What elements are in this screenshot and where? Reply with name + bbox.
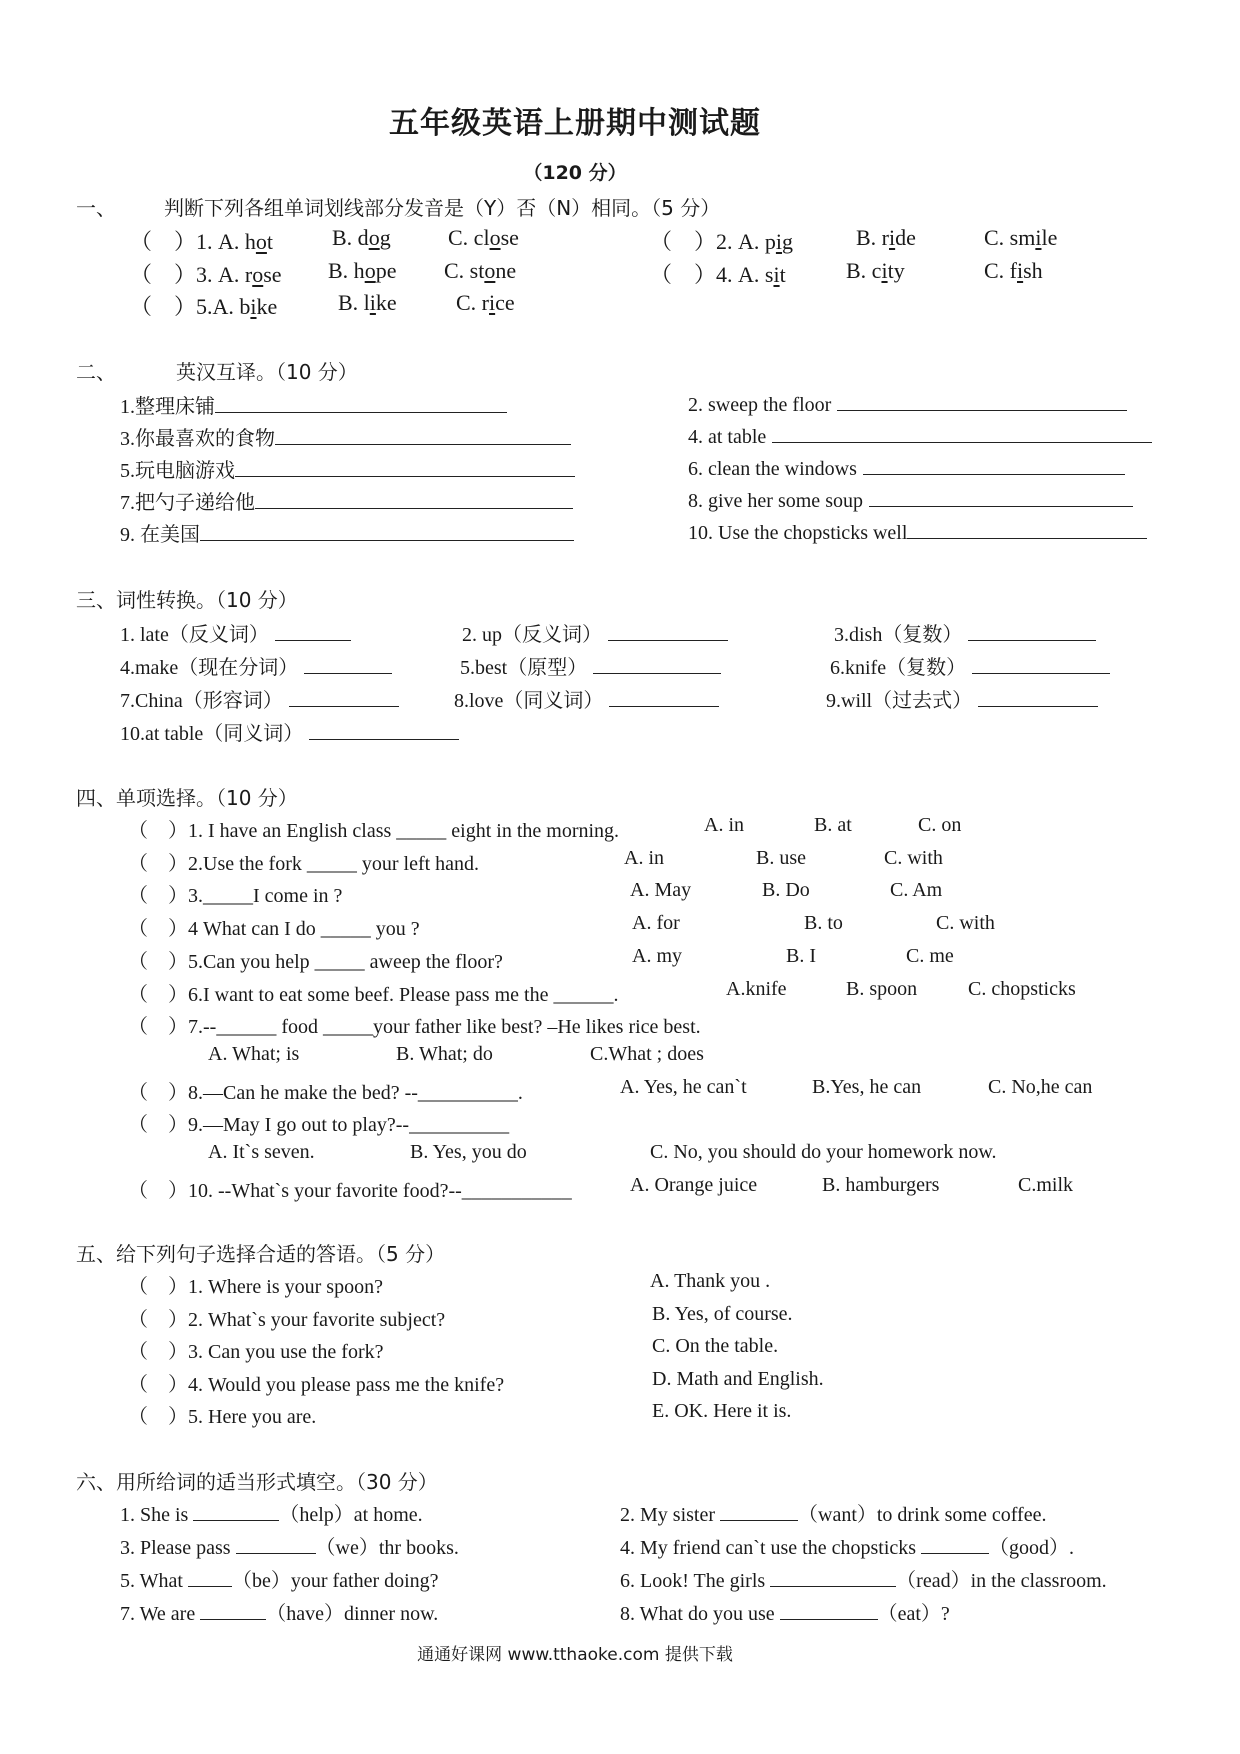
answer-paren[interactable]: （ ） (128, 1406, 188, 1428)
s3-item-8: 8.love（同义词） (454, 684, 719, 713)
s4-q6-c: C. chopsticks (968, 978, 1076, 1000)
s4-q7-c: C.What ; does (590, 1043, 704, 1065)
section-2-number: 二、 (76, 360, 116, 384)
s2-item-9: 9. 在美国 (120, 518, 574, 547)
answer-line[interactable] (972, 653, 1110, 674)
s1-item-5-c: C. rice (456, 290, 515, 315)
s5-a1: A. Thank you . (650, 1270, 771, 1292)
s2-item-6: 6. clean the windows (688, 454, 1125, 481)
s4-q4: （ ）4 What can I do _____ you ? (128, 918, 420, 940)
answer-paren[interactable]: （ ） (128, 885, 188, 907)
s5-a4: D. Math and English. (652, 1368, 824, 1390)
s1-item-4-c: C. fish (984, 258, 1043, 283)
answer-line[interactable] (289, 686, 399, 707)
s4-q3-a: A. May (630, 879, 692, 901)
s5-a3: C. On the table. (652, 1335, 779, 1357)
s3-item-1: 1. late（反义词） (120, 618, 351, 647)
s4-q9: （ ）9.—May I go out to play?--__________ (128, 1114, 510, 1136)
answer-line[interactable] (304, 653, 392, 674)
section-5-heading: 五、给下列句子选择合适的答语。（5 分） (76, 1242, 446, 1266)
s6-item-3: 3. Please pass （we）thr books. (120, 1531, 459, 1560)
s4-q2-b: B. use (756, 847, 806, 869)
answer-line[interactable] (193, 1500, 279, 1521)
answer-paren[interactable]: （ ） (128, 1082, 188, 1104)
s6-item-5: 5. What （be）your father doing? (120, 1564, 439, 1593)
s4-q7-a: A. What; is (208, 1043, 300, 1065)
s3-item-7: 7.China（形容词） (120, 684, 399, 713)
s6-item-6: 6. Look! The girls （read）in the classroom. (620, 1564, 1107, 1593)
s1-item-1: （ ）1. A. hot (130, 229, 274, 254)
s2-item-5: 5.玩电脑游戏 (120, 454, 575, 483)
s1-item-3-c: C. stone (444, 258, 517, 283)
s4-q2-a: A. in (624, 847, 664, 869)
s4-q8-c: C. No,he can (988, 1076, 1093, 1098)
answer-line[interactable] (720, 1500, 798, 1521)
s1-item-1-b: B. dog (332, 225, 391, 250)
answer-line[interactable] (780, 1599, 878, 1620)
s5-q4: （ ）4. Would you please pass me the knife? (128, 1374, 505, 1396)
s3-item-4: 4.make（现在分词） (120, 651, 392, 680)
answer-line[interactable] (236, 1533, 316, 1554)
s5-q2: （ ）2. What`s your favorite subject? (128, 1309, 446, 1331)
s4-q10-a: A. Orange juice (630, 1174, 758, 1196)
answer-line[interactable] (200, 1599, 266, 1620)
answer-paren[interactable]: （ ） (128, 1180, 188, 1202)
s4-q3-c: C. Am (890, 879, 943, 901)
s5-a5: E. OK. Here it is. (652, 1400, 792, 1422)
s1-item-3: （ ）3. A. rose (130, 262, 282, 287)
s4-q5-c: C. me (906, 945, 954, 967)
s4-q8: （ ）8.—Can he make the bed? --__________. (128, 1082, 523, 1104)
s4-q5-b: B. I (786, 945, 816, 967)
s3-item-2: 2. up（反义词） (462, 618, 728, 647)
s1-item-2-c: C. smile (984, 225, 1058, 250)
answer-line[interactable] (309, 719, 459, 740)
answer-line[interactable] (275, 424, 571, 445)
s2-item-3: 3.你最喜欢的食物 (120, 422, 571, 451)
s6-item-7: 7. We are （have）dinner now. (120, 1597, 438, 1626)
answer-paren[interactable]: （ ） (128, 1341, 188, 1363)
s4-q8-b: B.Yes, he can (812, 1076, 922, 1098)
s5-a2: B. Yes, of course. (652, 1303, 793, 1325)
answer-paren[interactable]: （ ） (128, 1309, 188, 1331)
answer-line[interactable] (837, 390, 1127, 411)
section-3-heading: 三、词性转换。（10 分） (76, 588, 298, 612)
s2-item-2: 2. sweep the floor (688, 390, 1127, 417)
page-subtitle: （120 分） (523, 162, 627, 184)
s4-q7: （ ）7.--______ food _____your father like best? –He likes rice best. (128, 1016, 701, 1038)
s4-q3: （ ）3._____I come in ? (128, 885, 343, 907)
s4-q4-b: B. to (804, 912, 843, 934)
s5-q5: （ ）5. Here you are. (128, 1406, 317, 1428)
answer-paren: （ ） (130, 229, 197, 254)
answer-paren[interactable]: （ ） (128, 1114, 188, 1136)
answer-line[interactable] (215, 392, 507, 413)
answer-line[interactable] (188, 1566, 232, 1587)
s4-q1-a: A. in (704, 814, 744, 836)
s1-item-2-b: B. ride (856, 225, 916, 250)
answer-paren: （ ） (650, 229, 717, 254)
s1-item-1-c: C. close (448, 225, 519, 250)
answer-line[interactable] (921, 1533, 989, 1554)
s1-item-3-b: B. hope (328, 258, 397, 283)
s2-item-4: 4. at table (688, 422, 1152, 449)
s4-q2-c: C. with (884, 847, 943, 869)
s3-item-9: 9.will（过去式） (826, 684, 1098, 713)
section-6-heading: 六、用所给词的适当形式填空。（30 分） (76, 1470, 438, 1494)
answer-line[interactable] (255, 488, 573, 509)
answer-paren[interactable]: （ ） (128, 820, 188, 842)
answer-line[interactable] (608, 620, 728, 641)
s1-item-2: （ ）2. A. pig (650, 229, 794, 254)
answer-paren[interactable]: （ ） (128, 853, 188, 875)
answer-line[interactable] (863, 454, 1125, 475)
answer-line[interactable] (235, 456, 575, 477)
section-4-heading: 四、单项选择。（10 分） (76, 786, 298, 810)
answer-paren[interactable]: （ ） (128, 1276, 188, 1298)
answer-paren: （ ） (130, 262, 197, 287)
s2-item-8: 8. give her some soup (688, 486, 1133, 513)
answer-paren[interactable]: （ ） (128, 951, 188, 973)
s3-item-5: 5.best（原型） (460, 651, 721, 680)
s4-q1: （ ）1. I have an English class _____ eight in the morning. (128, 820, 620, 842)
s4-q10: （ ）10. --What`s your favorite food?--___________ (128, 1180, 572, 1202)
s4-q6-b: B. spoon (846, 978, 918, 1000)
s3-item-10: 10.at table（同义词） (120, 717, 459, 746)
section-1-heading: 判断下列各组单词划线部分发音是（Y）否（N）相同。（5 分） (164, 196, 721, 220)
answer-paren[interactable]: （ ） (128, 918, 188, 940)
section-1-number: 一、 (76, 196, 116, 220)
answer-line[interactable] (978, 686, 1098, 707)
answer-line[interactable] (609, 686, 719, 707)
answer-line[interactable] (772, 422, 1152, 443)
s4-q10-b: B. hamburgers (822, 1174, 940, 1196)
s4-q4-c: C. with (936, 912, 995, 934)
s4-q2: （ ）2.Use the fork _____ your left hand. (128, 853, 480, 875)
s4-q9-a: A. It`s seven. (208, 1141, 315, 1163)
s2-item-10: 10. Use the chopsticks well (688, 518, 1147, 545)
s6-item-2: 2. My sister （want）to drink some coffee. (620, 1498, 1046, 1527)
s4-q3-b: B. Do (762, 879, 810, 901)
page-title: 五年级英语上册期中测试题 (389, 106, 761, 141)
s4-q9-b: B. Yes, you do (410, 1141, 527, 1163)
s4-q6: （ ）6.I want to eat some beef. Please pass me the ______. (128, 984, 619, 1006)
s1-item-5: （ ）5.A. bike (130, 294, 278, 319)
s4-q4-a: A. for (632, 912, 680, 934)
s5-q1: （ ）1. Where is your spoon? (128, 1276, 383, 1298)
answer-line[interactable] (593, 653, 721, 674)
section-2-heading: 英汉互译。（10 分） (176, 360, 358, 384)
answer-paren[interactable]: （ ） (128, 1016, 188, 1038)
s3-item-3: 3.dish（复数） (834, 618, 1096, 647)
answer-paren: （ ） (130, 294, 197, 319)
s1-item-5-b: B. like (338, 290, 397, 315)
s4-q5: （ ）5.Can you help _____ aweep the floor? (128, 951, 503, 973)
s6-item-4: 4. My friend can`t use the chopsticks （good）. (620, 1531, 1074, 1560)
answer-line[interactable] (907, 518, 1147, 539)
answer-line[interactable] (200, 520, 574, 541)
s4-q6-a: A.knife (726, 978, 787, 1000)
answer-paren[interactable]: （ ） (128, 984, 188, 1006)
s6-item-1: 1. She is （help）at home. (120, 1498, 423, 1527)
s4-q10-c: C.milk (1018, 1174, 1074, 1196)
s4-q7-b: B. What; do (396, 1043, 493, 1065)
s2-item-1: 1.整理床铺 (120, 390, 507, 419)
s1-item-4: （ ）4. A. sit (650, 262, 786, 287)
s4-q9-c: C. No, you should do your homework now. (650, 1141, 997, 1163)
s5-q3: （ ）3. Can you use the fork? (128, 1341, 384, 1363)
answer-line[interactable] (968, 620, 1096, 641)
s1-item-4-b: B. city (846, 258, 905, 283)
answer-line[interactable] (770, 1566, 896, 1587)
s4-q8-a: A. Yes, he can`t (620, 1076, 747, 1098)
s4-q1-b: B. at (814, 814, 852, 836)
answer-paren[interactable]: （ ） (128, 1374, 188, 1396)
answer-line[interactable] (275, 620, 351, 641)
answer-paren: （ ） (650, 262, 717, 287)
answer-line[interactable] (869, 486, 1133, 507)
s2-item-7: 7.把勺子递给他 (120, 486, 573, 515)
s4-q1-c: C. on (918, 814, 962, 836)
s4-q5-a: A. my (632, 945, 682, 967)
s6-item-8: 8. What do you use （eat）? (620, 1597, 950, 1626)
footer-watermark: 通通好课网 www.tthaoke.com 提供下载 (417, 1645, 733, 1665)
s3-item-6: 6.knife（复数） (830, 651, 1110, 680)
